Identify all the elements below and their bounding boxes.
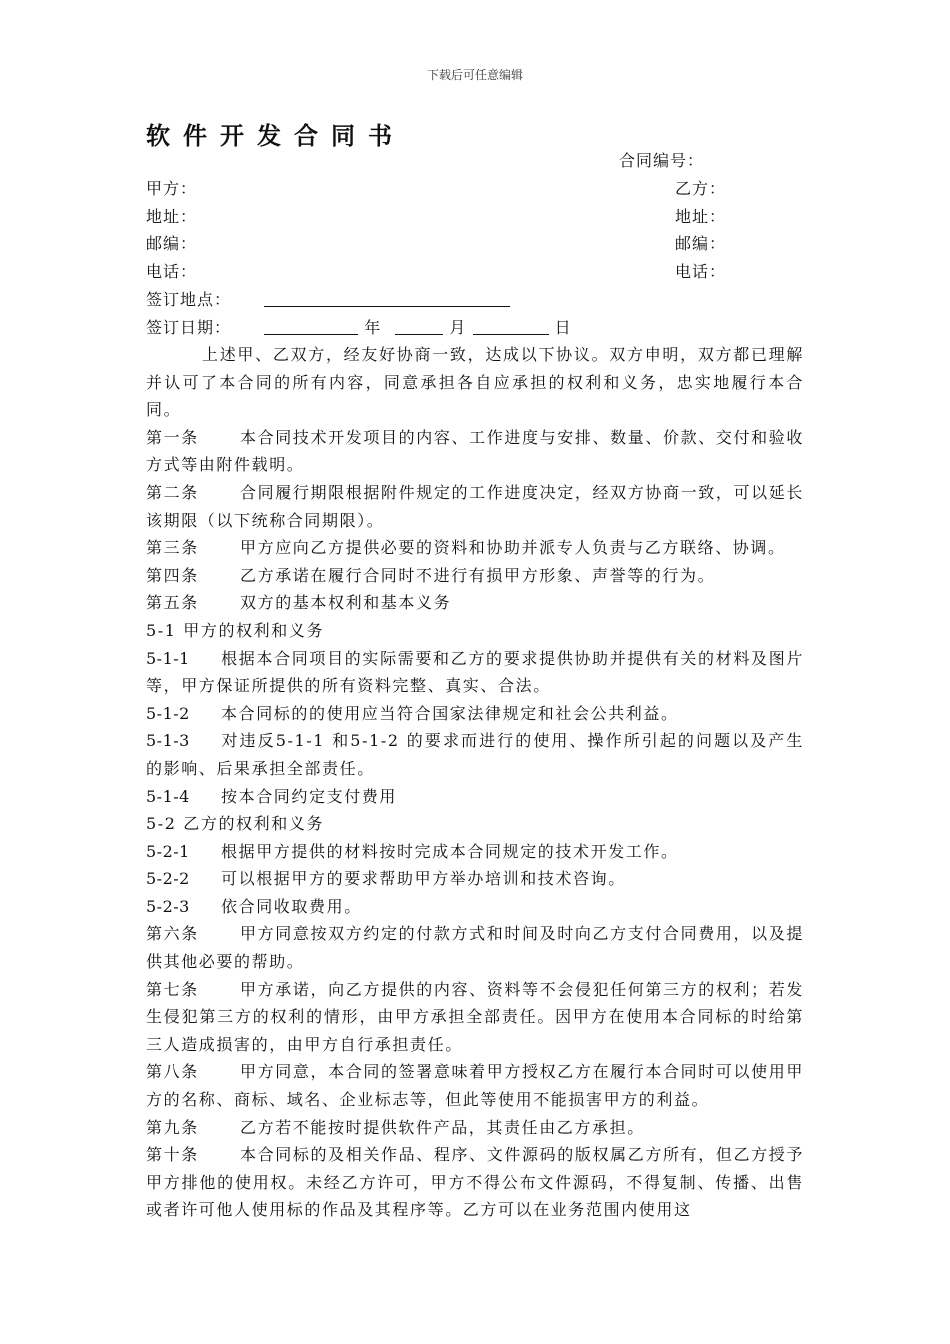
section-5-1-heading: 5-1 甲方的权利和义务 xyxy=(146,620,325,640)
party-row-phone xyxy=(146,259,746,283)
item-5-1-4 xyxy=(146,783,804,811)
month-label: 月 xyxy=(449,318,467,337)
item-5-2-3-text: 依合同收取费用。 xyxy=(221,896,362,916)
item-5-1-1-label: 5-1-1 xyxy=(146,648,190,668)
document-title: 软件开发合同书 xyxy=(146,121,405,150)
clause-10 xyxy=(146,1141,804,1224)
clause-3 xyxy=(146,534,804,562)
clause-2 xyxy=(146,479,804,534)
item-5-1-3-text: 对违反5-1-1 和5-1-2 的要求而进行的使用、操作所引起的问题以及产生的影响、后果承担全部责任。 xyxy=(146,731,804,778)
clause-9 xyxy=(146,1114,804,1142)
clause-4 xyxy=(146,562,804,590)
party-b-postcode-label: 邮编： xyxy=(675,234,727,253)
clause-6-label: 第六条 xyxy=(146,924,199,944)
party-a-postcode-label: 邮编： xyxy=(146,234,198,253)
clause-3-text: 甲方应向乙方提供必要的资料和协助并派专人负责与乙方联络、协调。 xyxy=(240,538,786,558)
item-5-2-2-text: 可以根据甲方的要求帮助甲方举办培训和技术咨询。 xyxy=(221,869,626,889)
item-5-1-1-text: 根据本合同项目的实际需要和乙方的要求提供协助并提供有关的材料及图片等，甲方保证所提供的所有资料完整、真实、合法。 xyxy=(146,648,804,696)
day-label: 日 xyxy=(554,318,572,337)
clause-2-text: 合同履行期限根据附件规定的工作进度决定，经双方协商一致，可以延长该期限（以下统称合同期限）。 xyxy=(146,482,804,530)
item-5-2-3 xyxy=(146,893,804,921)
clause-1-text: 本合同技术开发项目的内容、工作进度与安排、数量、价款、交付和验收方式等由附件载明。 xyxy=(146,427,804,475)
item-5-2-3-label: 5-2-3 xyxy=(146,896,190,916)
sign-place-blank[interactable] xyxy=(264,288,510,307)
sign-year-blank[interactable] xyxy=(264,316,358,335)
clause-9-text: 乙方若不能按时提供软件产品，其责任由乙方承担。 xyxy=(240,1117,645,1137)
clause-5-label: 第五条 xyxy=(146,593,199,613)
clause-8 xyxy=(146,1058,804,1113)
clause-4-text: 乙方承诺在履行合同时不进行有损甲方形象、声誉等的行为。 xyxy=(240,565,716,585)
item-5-2-2-label: 5-2-2 xyxy=(146,869,190,889)
party-row-name xyxy=(146,176,746,200)
item-5-2-1-label: 5-2-1 xyxy=(146,841,190,861)
item-5-1-2-text: 本合同标的的使用应当符合国家法律规定和社会公共利益。 xyxy=(221,703,679,723)
clause-5-text: 双方的基本权利和基本义务 xyxy=(240,593,452,613)
sign-date-label: 签订日期： xyxy=(146,318,232,337)
clause-8-text: 甲方同意，本合同的签署意味着甲方授权乙方在履行本合同时可以使用甲方的名称、商标、域名、企业标志等，但此等使用不能损害甲方的利益。 xyxy=(146,1062,804,1110)
clause-1-label: 第一条 xyxy=(146,427,199,447)
clause-7-text: 甲方承诺，向乙方提供的内容、资料等不会侵犯任何第三方的权利；若发生侵犯第三方的权利的情形，由甲方承担全部责任。因甲方在使用本合同标的时给第三人造成损害的，由甲方自行承担责任。 xyxy=(146,979,804,1054)
item-5-1-3-label: 5-1-3 xyxy=(146,731,190,751)
item-5-2-2 xyxy=(146,865,804,893)
contract-body xyxy=(146,341,804,1224)
sign-place-label: 签订地点： xyxy=(146,290,232,309)
section-5-2-heading: 5-2 乙方的权利和义务 xyxy=(146,814,325,834)
sign-date-row xyxy=(146,315,572,338)
header-note: 下载后可任意编辑 xyxy=(426,68,523,82)
item-5-1-2-label: 5-1-2 xyxy=(146,703,190,723)
item-5-2-1-text: 根据甲方提供的材料按时完成本合同规定的技术开发工作。 xyxy=(221,841,679,861)
item-5-1-4-label: 5-1-4 xyxy=(146,786,190,806)
party-row-postcode xyxy=(146,231,746,255)
sign-month-blank[interactable] xyxy=(395,316,443,335)
party-row-address xyxy=(146,204,746,228)
party-a-phone-label: 电话： xyxy=(146,262,198,281)
party-b-name-label: 乙方： xyxy=(675,179,727,198)
item-5-1-4-text: 按本合同约定支付费用 xyxy=(221,786,398,806)
clause-3-label: 第三条 xyxy=(146,538,199,558)
item-5-1-2 xyxy=(146,700,804,728)
item-5-2-1 xyxy=(146,838,804,866)
contract-number-label: 合同编号： xyxy=(619,151,705,170)
clause-10-text: 本合同标的及相关作品、程序、文件源码的版权属乙方所有，但乙方授予甲方排他的使用权。未经乙方许可，甲方不得公布文件源码，不得复制、传播、出售或者许可他人使用标的作品及其程序等。乙方可以在业务范围内使用这 xyxy=(146,1145,804,1220)
clause-6 xyxy=(146,920,804,975)
clause-9-label: 第九条 xyxy=(146,1117,199,1137)
party-a-address-label: 地址： xyxy=(146,207,198,226)
clause-7 xyxy=(146,976,804,1059)
sign-place-row xyxy=(146,287,510,310)
clause-5 xyxy=(146,589,804,617)
sign-day-blank[interactable] xyxy=(473,316,549,335)
item-5-1-3 xyxy=(146,727,804,782)
clause-6-text: 甲方同意按双方约定的付款方式和时间及时向乙方支付合同费用，以及提供其他必要的帮助。 xyxy=(146,924,804,972)
item-5-1-1 xyxy=(146,645,804,700)
clause-7-label: 第七条 xyxy=(146,979,199,999)
party-a-name-label: 甲方： xyxy=(146,179,198,198)
clause-10-label: 第十条 xyxy=(146,1145,199,1165)
clause-8-label: 第八条 xyxy=(146,1062,199,1082)
party-b-address-label: 地址： xyxy=(675,207,727,226)
clause-1 xyxy=(146,424,804,479)
clause-2-label: 第二条 xyxy=(146,482,199,502)
intro-paragraph: 上述甲、乙双方，经友好协商一致，达成以下协议。双方申明，双方都已理解并认可了本合同的所有内容，同意承担各自应承担的权利和义务，忠实地履行本合同。 xyxy=(146,345,804,420)
clause-4-label: 第四条 xyxy=(146,565,199,585)
year-label: 年 xyxy=(364,318,382,337)
party-b-phone-label: 电话： xyxy=(675,262,727,281)
